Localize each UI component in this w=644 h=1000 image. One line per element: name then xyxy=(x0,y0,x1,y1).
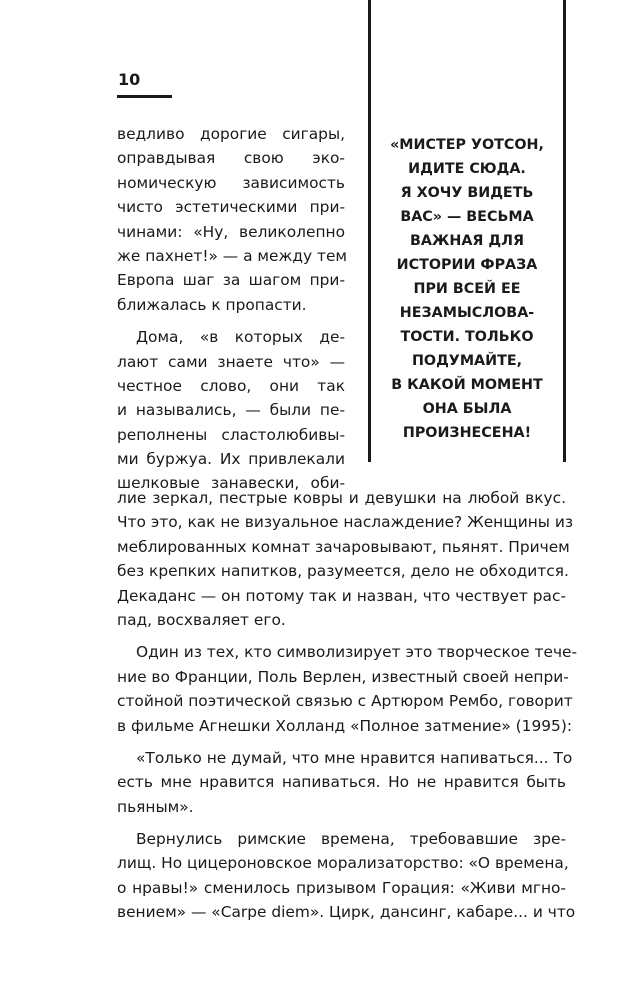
body-line: пьяным». xyxy=(117,797,194,816)
pull-quote-line: ПОДУМАЙТЕ, xyxy=(411,353,523,369)
body-line: шелковые занавески, оби- xyxy=(117,474,345,493)
body-line: ближалась к пропасти. xyxy=(117,295,307,314)
pull-quote-line: Я ХОЧУ ВИДЕТЬ xyxy=(400,185,534,201)
pull-quote-line: ВАС» — ВЕСЬМА xyxy=(400,209,534,225)
body-line: в фильме Агнешки Холланд «Полное затмение» (1995): xyxy=(117,716,573,735)
pull-quote-line: ПРОИЗНЕСЕНА! xyxy=(402,425,532,441)
body-line: честное слово, они так xyxy=(117,376,345,395)
pull-quote-line: НЕЗАМЫСЛОВА- xyxy=(399,305,535,321)
body-text-narrow-column xyxy=(117,122,348,496)
body-line: Что это, как не визуальное наслаждение? Женщины из xyxy=(117,513,574,532)
body-line: лают сами знаете что» — xyxy=(117,352,345,371)
body-line: Один из тех, кто символизирует это творческое тече- xyxy=(136,643,578,662)
body-line: меблированных комнат зачаровывают, пьянят. Причем xyxy=(117,537,570,556)
body-line: и назывались, — были пе- xyxy=(117,401,345,420)
page-number: 10 xyxy=(118,70,141,89)
pull-quote-line: ИСТОРИИ ФРАЗА xyxy=(396,257,538,273)
pull-quote-line: В КАКОЙ МОМЕНТ xyxy=(391,377,543,393)
body-line: же пахнет!» — а между тем xyxy=(117,246,348,265)
pull-quote-line: ОНА БЫЛА xyxy=(422,401,512,417)
body-line: стойной поэтической связью с Артюром Рембо, говорит xyxy=(117,692,573,711)
pull-quote-line: ТОСТИ. ТОЛЬКО xyxy=(400,329,534,345)
pull-quote-line: ИДИТЕ СЮДА. xyxy=(408,161,526,177)
body-line: вением» — «Carpe diem». Цирк, дансинг, кабаре... и что xyxy=(117,903,576,922)
body-line: оправдывая свою эко- xyxy=(117,149,345,168)
body-line: пад, восхваляет его. xyxy=(117,610,286,629)
body-line: чинами: «Ну, великолепно xyxy=(117,222,345,241)
body-line: Декаданс — он потому так и назван, что чествует рас- xyxy=(117,586,566,605)
body-text-wide-column xyxy=(117,486,578,925)
body-line: Европа шаг за шагом при- xyxy=(117,271,345,290)
pull-quote xyxy=(368,133,566,445)
body-line: лие зеркал, пестрые ковры и девушки на любой вкус. xyxy=(117,489,566,507)
pull-quote-line: «МИСТЕР УОТСОН, xyxy=(390,137,544,153)
body-line: номическую зависимость xyxy=(117,173,345,192)
body-line: лищ. Но цицероновское морализаторство: «О времена, xyxy=(117,854,569,873)
body-line: реполнены сластолюбивы- xyxy=(117,425,345,444)
body-line: есть мне нравится напиваться. Но не нравится быть xyxy=(117,773,566,792)
body-line: ведливо дорогие сигары, xyxy=(117,125,345,143)
body-line: о нравы!» сменилось призывом Горация: «Живи мгно- xyxy=(117,878,566,897)
pull-quote-line: ВАЖНАЯ ДЛЯ xyxy=(409,233,525,249)
body-line: без крепких напитков, разумеется, дело не обходится. xyxy=(117,562,569,581)
page-number-rule xyxy=(117,95,172,98)
body-line: ми буржуа. Их привлекали xyxy=(117,450,345,469)
body-line: Дома, «в которых де- xyxy=(136,328,345,347)
body-line: Вернулись римские времена, требовавшие зре- xyxy=(136,830,566,849)
body-line: ние во Франции, Поль Верлен, известный своей непри- xyxy=(117,667,569,686)
body-line: «Только не думай, что мне нравится напиваться... То xyxy=(136,748,573,767)
body-line: чисто эстетическими при- xyxy=(117,198,345,217)
pull-quote-line: ПРИ ВСЕЙ ЕЕ xyxy=(413,281,521,297)
